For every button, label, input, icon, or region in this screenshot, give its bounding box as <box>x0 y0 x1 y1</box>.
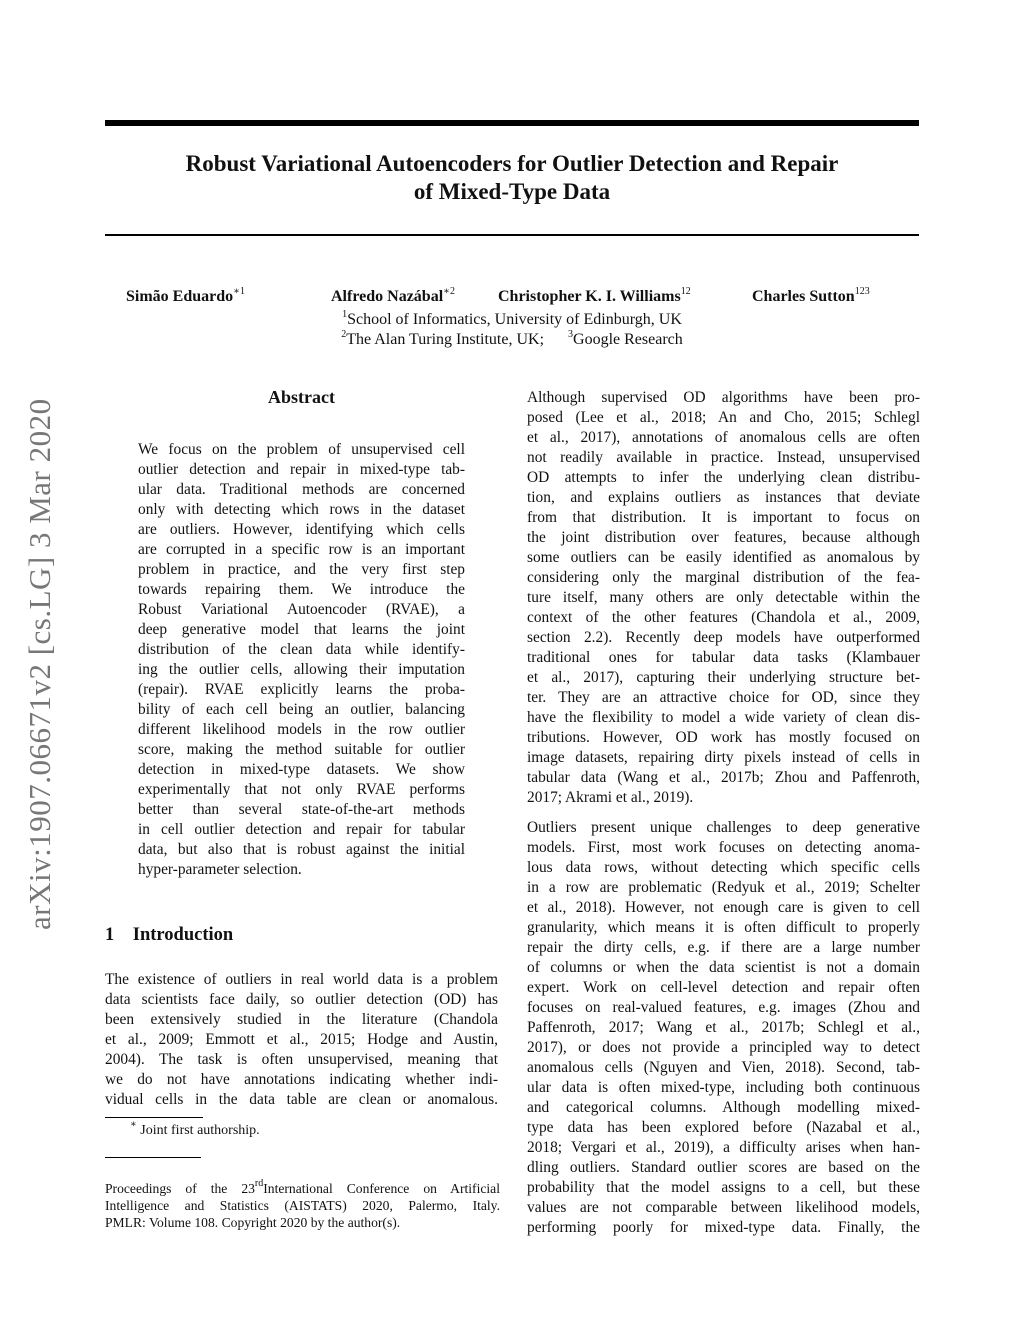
text-line: posed (Lee et al., 2018; An and Cho, 2015; Schlegl <box>527 409 920 426</box>
text-line: OD attempts to infer the underlying clean distribu- <box>527 469 920 486</box>
author: Alfredo Nazábal$^{∗2}$ <box>331 286 455 305</box>
author: Simão Eduardo$^{∗1}$ <box>126 286 245 305</box>
arxiv-identifier: arXiv:1907.06671v2 [cs.LG] 3 Mar 2020 <box>22 398 57 930</box>
text-line: context of the other features (Chandola et al., 2009, <box>527 609 920 626</box>
text-line: type data has been explored before (Nazabal et al., <box>527 1119 920 1136</box>
right-column-paragraph-1 <box>527 388 920 808</box>
text-line: 2004). The task is often unsupervised, meaning that <box>105 1051 498 1068</box>
text-line: bility of each cell being an outlier, balancing <box>138 701 465 718</box>
section-heading-introduction: 1 Introduction <box>105 925 234 945</box>
text-line: in cell outlier detection and repair for tabular <box>138 821 465 838</box>
text-line: ular data. Traditional methods are concerned <box>138 481 465 498</box>
text-line: tributions. However, OD work has mostly focused on <box>527 729 920 746</box>
text-line: focuses on real-valued features, e.g. images (Zhou and <box>527 999 920 1016</box>
text-line: 2018; Vergari et al., 2019), a difficulty arises when han- <box>527 1139 920 1156</box>
author: Christopher K. I. Williams$^{12}$ <box>498 286 691 305</box>
text-line: image datasets, repairing dirty pixels instead of cells in <box>527 749 920 766</box>
text-line: 2017), or does not provide a principled way to detect <box>527 1039 920 1056</box>
text-line: lous data rows, without detecting which specific cells <box>527 859 920 876</box>
text-line: ter. They are an attractive choice for OD, since they <box>527 689 920 706</box>
right-column-paragraph-2 <box>527 818 920 1238</box>
text-line: score, making the method suitable for outlier <box>138 741 465 758</box>
text-line: detection in mixed-type datasets. We show <box>138 761 465 778</box>
paper-title <box>105 150 919 206</box>
text-line: have the flexibility to model a wide variety of clean dis- <box>527 709 920 726</box>
text-line: ing the outlier cells, allowing their imputation <box>138 661 465 678</box>
text-line: problem in practice, and the very first step <box>138 561 465 578</box>
text-line: models. First, most work focuses on detecting anoma- <box>527 839 920 856</box>
text-line: distribution of the clean data while identify- <box>138 641 465 658</box>
text-line: deep generative model that learns the joint <box>138 621 465 638</box>
text-line: data, but also that is robust against the initial <box>138 841 465 858</box>
text-line: and categorical columns. Although modelling mixed- <box>527 1099 920 1116</box>
title-bottom-rule <box>105 234 919 236</box>
text-line: section 2.2). Recently deep models have outperformed <box>527 629 920 646</box>
affiliation-2-3: $^2$The Alan Turing Institute, UK; $^3$Google Research <box>341 329 683 348</box>
text-line: outlier detection and repair in mixed-type tab- <box>138 461 465 478</box>
text-line: the joint distribution over features, because although <box>527 529 920 546</box>
text-line: not readily available in practice. Instead, unsupervised <box>527 449 920 466</box>
text-line: et al., 2017), annotations of anomalous cells are often <box>527 429 920 446</box>
text-line: traditional ones for tabular data tasks (Klambauer <box>527 649 920 666</box>
text-line: Outliers present unique challenges to deep generative <box>527 819 920 836</box>
abstract-body <box>138 440 465 880</box>
text-line: values are not comparable between likelihood models, <box>527 1199 920 1216</box>
text-line: The existence of outliers in real world data is a problem <box>105 971 498 988</box>
text-line: of columns or when the data scientist is not a domain <box>527 959 920 976</box>
text-line: et al., 2017), capturing their underlying structure bet- <box>527 669 920 686</box>
affiliation-1: $^1$School of Informatics, University of Edinburgh, UK <box>342 309 682 328</box>
text-line: only with detecting which rows in the dataset <box>138 501 465 518</box>
footnote: ∗ Joint first authorship. <box>130 1119 260 1138</box>
proceedings-note: Proceedings of the 23rdInternational Conference on Artificial Intelligence and Statistics (AISTATS) 2020, Palermo, Italy. PMLR: Volume 108. Copyright 2020 by the author(s). <box>105 1178 500 1230</box>
text-line: performing poorly for mixed-type data. Finally, the <box>527 1219 920 1236</box>
text-line: expert. Work on cell-level detection and repair often <box>527 979 920 996</box>
text-line: Although supervised OD algorithms have been pro- <box>527 389 920 406</box>
text-line: 2017; Akrami et al., 2019). <box>527 789 694 806</box>
text-line: (repair). RVAE explicitly learns the proba- <box>138 681 465 698</box>
text-line: hyper-parameter selection. <box>138 861 302 878</box>
text-line: in a row are problematic (Redyuk et al., 2019; Schelter <box>527 879 920 896</box>
text-line: probability that the model assigns to a cell, but these <box>527 1179 920 1196</box>
text-line: ular data is often mixed-type, including both continuous <box>527 1079 920 1096</box>
text-line: et al., 2009; Emmott et al., 2015; Hodge and Austin, <box>105 1031 498 1048</box>
title-top-rule <box>105 120 919 126</box>
text-line: vidual cells in the data table are clean or anomalous. <box>105 1091 498 1108</box>
introduction-body <box>105 970 498 1110</box>
text-line: are corrupted in a specific row is an important <box>138 541 465 558</box>
text-line: tion, and explains outliers as instances that deviate <box>527 489 920 506</box>
text-line: towards repairing them. We introduce the <box>138 581 465 598</box>
text-line: some outliers can be easily identified as anomalous by <box>527 549 920 566</box>
proceedings-rule <box>105 1157 201 1158</box>
text-line: we do not have annotations indicating whether indi- <box>105 1071 498 1088</box>
author: Charles Sutton$^{123}$ <box>752 286 870 305</box>
text-line: We focus on the problem of unsupervised cell <box>138 441 465 458</box>
text-line: anomalous cells (Nguyen and Vien, 2018). Second, tab- <box>527 1059 920 1076</box>
text-line: from that distribution. It is important to focus on <box>527 509 920 526</box>
text-line: tabular data (Wang et al., 2017b; Zhou and Paffenroth, <box>527 769 920 786</box>
text-line: experimentally that not only RVAE performs <box>138 781 465 798</box>
title-line: of Mixed-Type Data <box>413 179 611 204</box>
text-line: are outliers. However, identifying which cells <box>138 521 465 538</box>
text-line: repair the dirty cells, e.g. if there are a large number <box>527 939 920 956</box>
text-line: been extensively studied in the literature (Chandola <box>105 1011 498 1028</box>
text-line: granularity, which means it is often difficult to properly <box>527 919 920 936</box>
text-line: better than several state-of-the-art methods <box>138 801 465 818</box>
text-line: et al., 2018). However, not enough care is given to cell <box>527 899 920 916</box>
footnote-rule <box>105 1117 203 1118</box>
abstract-heading: Abstract <box>268 387 335 407</box>
text-line: data scientists face daily, so outlier detection (OD) has <box>105 991 498 1008</box>
text-line: ture itself, many others are only detectable within the <box>527 589 920 606</box>
text-line: considering only the marginal distribution of the fea- <box>527 569 920 586</box>
title-line: Robust Variational Autoencoders for Outlier Detection and Repair <box>185 151 839 176</box>
text-line: Robust Variational Autoencoder (RVAE), a <box>138 601 465 618</box>
text-line: different likelihood models in the row outlier <box>138 721 465 738</box>
text-line: dling outliers. Standard outlier scores are based on the <box>527 1159 920 1176</box>
text-line: Paffenroth, 2017; Wang et al., 2017b; Schlegl et al., <box>527 1019 920 1036</box>
